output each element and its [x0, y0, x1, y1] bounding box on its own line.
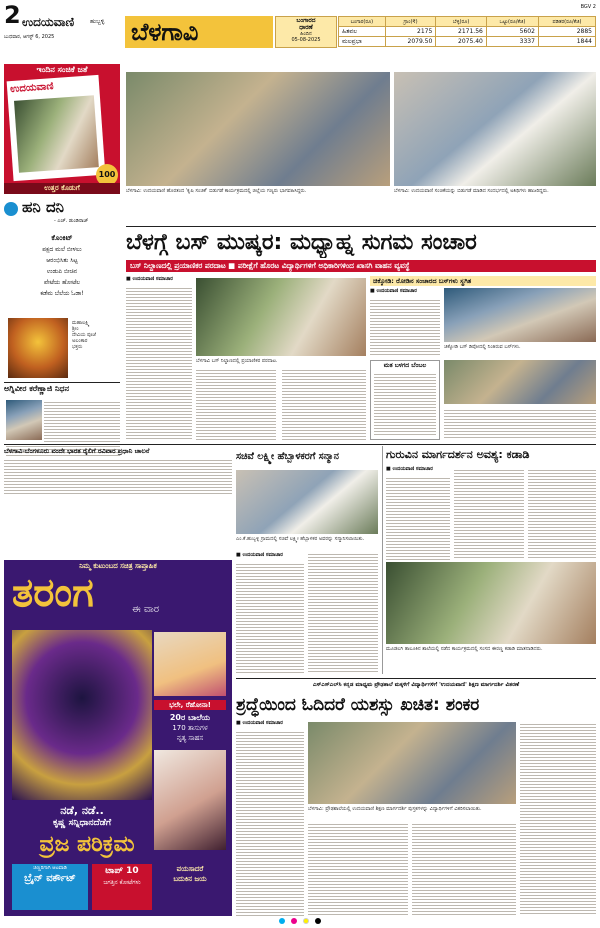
top-photo-left [126, 72, 390, 186]
divider [126, 226, 596, 227]
guru-byline: ■ ಉದಯವಾಣಿ ಸಮಾಚಾರ [386, 466, 433, 472]
side-box-title: ಮತ ಬಳಗದ ಬೆಂಬಲ [383, 362, 427, 369]
bottom-col-1 [236, 730, 304, 916]
temple-caption: ದೇವಿಯ ಪೂಜೆ [72, 332, 96, 338]
top-caption-left: ಬೆಳಗಾವಿ: ಉದಯವಾಣಿ ಹೊರತಂದ 'ಕೃಷಿ ಸಂಚಿಕೆ' ಬಿಡುಗಡೆ ಕಾರ್ಯಕ್ರಮದಲ್ಲಿ ಜಿಲ್ಲೆಯ ಗಣ್ಯರು ಭಾಗವಹಿಸಿದ್ದರು. [126, 188, 307, 194]
masthead: ಉದಯವಾಣಿ [22, 15, 75, 29]
side-col-1 [370, 298, 440, 356]
lead-subhead: ಬಸ್ ನಿಲ್ದಾಣದಲ್ಲಿ ಪ್ರಯಾಣಿಕರ ಪರದಾಟ ■ ಪರೀಕ್ಷೆಗೆ ಹೊರಟ ವಿದ್ಯಾರ್ಥಿಗಳಿಗೆ ಅಧಿಕಾರಿಗಳಿಂದ ಖಾಸಗಿ ವಾಹನ ವ್ಯವಸ್ಥೆ [126, 260, 596, 272]
sati-col-1 [236, 562, 304, 674]
top-caption-right: ಬೆಳಗಾವಿ: ಉದಯವಾಣಿ ಸಂಚಿಕೆಯನ್ನು ಬಿಡುಗಡೆ ಮಾಡಿದ ಸಂದರ್ಭದಲ್ಲಿ ಅತಿಥಿಗಳು ಹಾಜರಿದ್ದರು. [394, 188, 549, 194]
bottom-kicker: ಎಸ್ಎಸ್‌ಎಲ್‌ಸಿ ಕನ್ನಡ ಮಾಧ್ಯಮ ಪ್ರೌಢಶಾಲೆ ಮಕ್ಕಳಿಗೆ ವಿದ್ಯಾರ್ಥಿಗಳಿಗೆ 'ಉದಯವಾಣಿ' ಶಿಕ್ಷಣ ಮಾರ್ಗದರ್ಶಿ ವಿತರಣೆ [312, 682, 520, 688]
honey-logo: ಹನಿ ದನಿ [22, 198, 64, 216]
obit-photo [6, 400, 42, 440]
lead-photo [196, 278, 366, 356]
poem-title: ಕೊಂಕಿಟ್ [51, 234, 73, 242]
page-number: 2 [4, 4, 21, 29]
promo-top: ಇಂದಿನ ಸಂಚಿಕೆ ಜತೆ [36, 65, 88, 74]
market-row [339, 27, 596, 37]
bottom-col-2 [308, 822, 408, 916]
bottom-photo-caption: ಬೆಳಗಾವಿ: ಪ್ರೌಢಶಾಲೆಯಲ್ಲಿ ಉದಯವಾಣಿ ಶಿಕ್ಷಣ ಮಾರ್ಗದರ್ಶಿ ಪುಸ್ತಕಗಳನ್ನು ವಿದ್ಯಾರ್ಥಿಗಳಿಗೆ ವಿತರಿಸಲಾಯಿತು. [308, 806, 482, 812]
poem-box [4, 232, 120, 312]
taranga-story-title: ವ್ರಜ ಪರಿಕ್ರಮ [39, 832, 135, 857]
temple-caption: ಭಕ್ತರು [72, 344, 83, 350]
taranga-actor-caption-1: ವಯಸಾದರೆ [176, 865, 204, 873]
registration-marks [80, 918, 520, 924]
promo-mag [7, 75, 106, 181]
drop-icon [4, 202, 18, 216]
market-cell: 2075.40 [436, 37, 487, 47]
market-cell: 2885 [538, 27, 595, 37]
promo-badge: 100 [96, 164, 118, 186]
promo-brand: ಉದಯವಾಣಿ [9, 81, 54, 96]
market-label-box [275, 16, 337, 48]
market-cell: 5602 [486, 27, 538, 37]
divider [4, 444, 596, 445]
corner-code: BGV 2 [580, 4, 596, 10]
promo-ad [4, 64, 120, 194]
section-title: ಬೆಳಗಾವಿ [131, 18, 199, 46]
lead-headline: ಬೆಳಗ್ಗೆ ಬಸ್ ಮುಷ್ಕರ: ಮಧ್ಯಾಹ್ನ ಸುಗಮ ಸಂಚಾರ [126, 230, 477, 255]
poem-line: ಉಡುಪಿ ಬೀಚಿನ [46, 268, 78, 275]
taranga-actor-caption-2: ಬದುಕಿನ ಜಯ [173, 875, 207, 883]
taranga-dance-1: 20ರ ಬಾಲೆಯ [169, 713, 211, 722]
side-box-text [374, 372, 436, 436]
market-header-row [339, 17, 596, 27]
market-row-label: ಹಿತವಲ [339, 27, 386, 37]
guru-col-2 [454, 468, 524, 560]
market-cell: 2079.50 [385, 37, 436, 47]
market-header: ಬೆಳ್ಳಿ(ರೂ) [436, 17, 487, 27]
taranga-subtitle: ಈ ವಾರ [132, 604, 160, 615]
temple-caption: ಮಹಾಲಕ್ಷ್ಮಿ [72, 320, 90, 326]
market-cell: 2175 [385, 27, 436, 37]
taranga-dance-3: ನೃತ್ಯ ಸಾಹಸ [176, 734, 204, 742]
market-sub-1: ಹಿಂದಿನ [300, 31, 312, 37]
date-line: ಬುಧವಾರ, ಆಗಸ್ಟ್ 6, 2025 [4, 34, 55, 40]
divider [4, 382, 120, 383]
taranga-story-2: ಕೃಷ್ಣ ಸನ್ನಿಧಾನದೆಡೆಗೆ [52, 818, 112, 828]
taranga-actor-caption [154, 864, 226, 884]
market-label-1: ಬಂಗಾರದ [296, 17, 316, 24]
taranga-ad [4, 560, 232, 916]
market-label-2: ಧಾರಣೆ [299, 24, 313, 31]
market-table [338, 16, 596, 47]
market-sub-2: 05-08-2025 [291, 37, 321, 43]
temple-photo [8, 318, 68, 378]
honey-byline: - ಎಚ್. ಡುಂಡಿರಾಜ್ [54, 218, 89, 224]
taranga-top10-title: ಟಾಪ್ 10 [105, 866, 139, 876]
market-row-label: ಮಲಪ್ರಭಾ [339, 37, 386, 47]
taranga-dance-2: 170 ತಾಸುಗಳ [172, 724, 208, 732]
sati-col-2 [308, 552, 378, 674]
temple-caption: ಶ್ರೀಂ [72, 326, 79, 332]
honey-logo-box [4, 198, 120, 228]
market-cell: 2171.56 [436, 27, 487, 37]
promo-bottom: ಉತ್ತರ ಕೊಡುಗೆ [4, 183, 120, 194]
poem-line: ಪಕ್ಷದ ಮಲೆ ಬೀಳಲು [42, 246, 82, 253]
poem-line: ಕಡೆಮ ಬೆಲೆಯ ಓಡಾ! [40, 290, 84, 297]
bottom-byline: ■ ಉದಯವಾಣಿ ಸಮಾಚಾರ [236, 720, 283, 726]
obit-text [44, 400, 120, 442]
market-header: ಬಂಗಾರ(ರೂ) [339, 17, 386, 27]
taranga-cover-image [12, 630, 152, 800]
section-banner [125, 16, 273, 48]
guru-caption: ಮೂಡಲಗಿ ತಾಲೂಕಿನ ಶಾಲೆಯಲ್ಲಿ ನಡೆದ ಕಾರ್ಯಕ್ರಮದಲ್ಲಿ ಸಂಸದ ಈರಣ್ಣ ಕಡಾಡಿ ಮಾತನಾಡಿದರು. [386, 646, 543, 652]
bottom-photo [308, 722, 516, 804]
guru-col-3 [528, 468, 596, 560]
divider [236, 678, 596, 679]
taranga-title: ತರಂಗ [12, 570, 94, 616]
sati-photo [236, 470, 378, 534]
lead-col-3 [282, 368, 366, 440]
poem-line: ಆರಂಭಿಸಿತು ಸಿಟ್ಟ [46, 257, 78, 264]
edition-tag: ಹುಬ್ಬಳ್ಳಿ [90, 18, 105, 25]
sati-byline: ■ ಉದಯವಾಣಿ ಸಮಾಚಾರ [236, 552, 283, 558]
taranga-actor-image [154, 750, 226, 850]
temple-caption-box [72, 320, 120, 378]
top-photo-right [394, 72, 596, 186]
lead-col-2 [196, 368, 276, 440]
taranga-story-1: ನಡೆ, ನಡೆ.. [60, 804, 104, 817]
market-header: ಒಟ್ಟು(ರೂ/ಕೆಜಿ) [486, 17, 538, 27]
rail-strip: ಬೆಳಗಾವಿ-ಬೆಂಗಳೂರು ವಂದೇ ಭಾರತ ರೈಲಿಗೆ ರವಿವಾರ ಪ್ರಧಾನಿ ಚಾಲನೆ [4, 447, 150, 455]
taranga-kids [12, 864, 88, 910]
side-col-2 [444, 408, 596, 440]
market-table-wrap [338, 16, 596, 49]
guru-headline: ಗುರುವಿನ ಮಾರ್ಗದರ್ಶನ ಅವಶ್ಯ: ಕಡಾಡಿ [386, 448, 530, 461]
obit-title: ಅಗ್ನಿವೀರ ಕರೆಣ್ಣಾಜಿ ನಿಧನ [4, 384, 70, 393]
page-header-left [4, 4, 124, 48]
guru-photo [386, 562, 596, 644]
taranga-dance-shout: ಭಲೇ, ರೆಹೋನಾ! [154, 700, 226, 710]
side-caption: ಚಿಕ್ಕೋಡಿ ಬಸ್ ಡಿಪೋದಲ್ಲಿ ನಿಂತಿರುವ ಬಸ್‌ಗಳು. [444, 344, 521, 350]
divider [382, 446, 383, 674]
sati-headline: ಸಚಿವೆ ಲಕ್ಷ್ಮೀ ಹೆಬ್ಬಾಳಕರಗೆ ಸನ್ಮಾನ [236, 451, 339, 462]
market-header: ಗ್ರಾಂ(₹) [385, 17, 436, 27]
bottom-col-4 [520, 722, 596, 916]
taranga-tagline: ನಿಮ್ಮ ಕುಟುಂಬದ ಸಚಿತ್ರ ಸಾಪ್ತಾಹಿಕ [79, 562, 157, 570]
side-title: ಚಿಕ್ಕೋಡಿ: ರೋಡಿನ ಸಂಚಾರದ ಬಸ್‌ಗಳು ಸ್ಥಗಿತ [370, 276, 596, 286]
market-row [339, 37, 596, 47]
poem-line: ಪೇಟೆಯ ಹೋಟೆಲ [44, 279, 80, 286]
side-byline: ■ ಉದಯವಾಣಿ ಸಮಾಚಾರ [370, 288, 417, 294]
sati-caption: ಎಂ.ಕೆ.ಹುಬ್ಬಳ್ಳಿ ಗ್ರಾಮದಲ್ಲಿ ಸಚಿವೆ ಲಕ್ಷ್ಮೀ ಹೆಬ್ಬಾಳಕರ ಅವರನ್ನು ಸನ್ಮಾನಿಸಲಾಯಿತು. [236, 536, 365, 542]
side-photo [444, 288, 596, 342]
lead-col-1 [126, 286, 192, 440]
bottom-col-3 [412, 822, 516, 916]
bottom-headline: ಶ್ರದ್ಧೆಯಿಂದ ಓದಿದರೆ ಯಶಸ್ಸು ಖಚಿತ: ಶಂಕರ [236, 695, 480, 715]
taranga-top10 [92, 864, 152, 910]
taranga-kids-label: ಚಿಣ್ಣರಿಗಾಗಿ ಆಟವಾಡಿ [33, 865, 67, 871]
temple-caption: ಅಲಂಕಾರ [72, 338, 88, 344]
taranga-dancer-image [154, 632, 226, 696]
market-header: ಪಡಿತರ(ರೂ/ಕೆಜಿ) [538, 17, 595, 27]
side-box [370, 360, 440, 440]
market-cell: 1844 [538, 37, 595, 47]
market-cell: 3337 [486, 37, 538, 47]
taranga-brain: ಬ್ರೈನ್ ವರ್ಕೌಟ್ [24, 873, 76, 884]
lead-photo-caption: ಬೆಳಗಾವಿ ಬಸ್ ನಿಲ್ದಾಣದಲ್ಲಿ ಪ್ರಯಾಣಿಕರ ಪರದಾಟ. [196, 358, 278, 364]
promo-cover-image [14, 95, 99, 172]
rail-text [4, 458, 232, 496]
taranga-top10-sub: ಜಗತ್ತಿನ ಕೋಟೆಗಳು [103, 879, 141, 886]
lead-byline: ■ ಉದಯವಾಣಿ ಸಮಾಚಾರ [126, 276, 173, 282]
side-photo-2 [444, 360, 596, 404]
